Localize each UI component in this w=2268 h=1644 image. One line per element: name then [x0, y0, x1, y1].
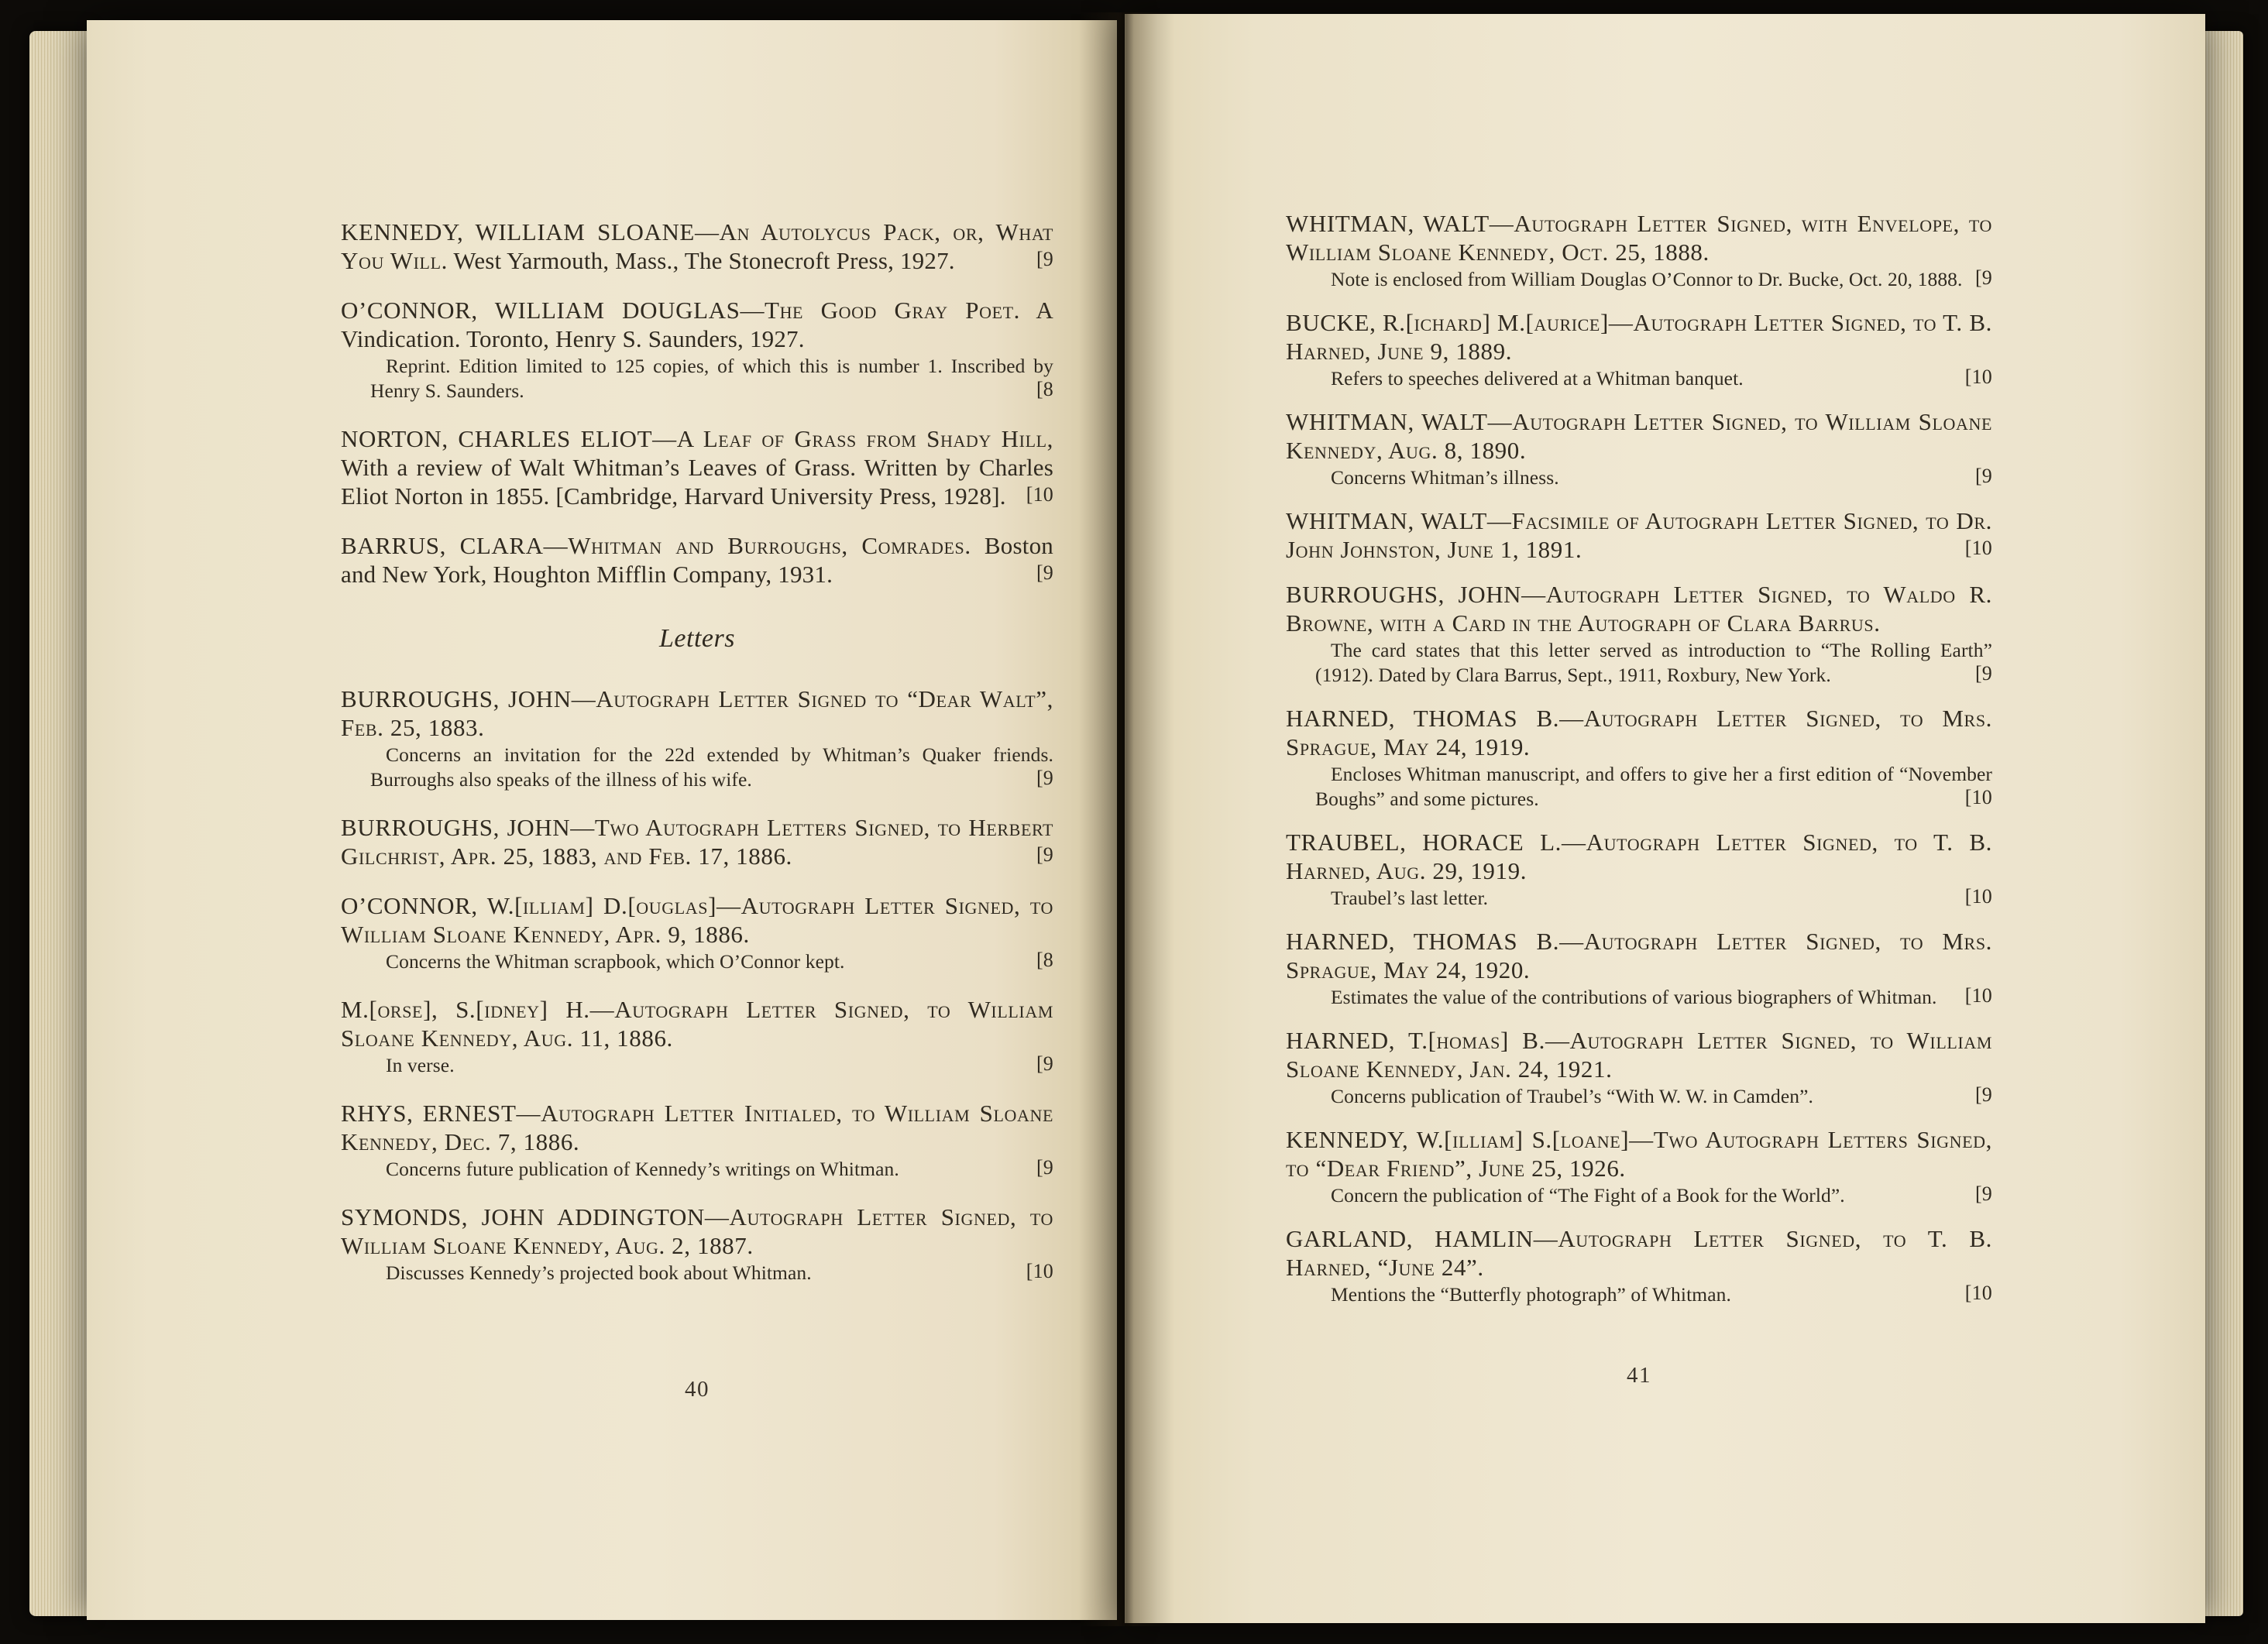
bibliography-entry	[1286, 506, 1992, 564]
entry-head-segment: KENNEDY, W.	[1286, 1126, 1445, 1153]
entry-head-segment: M.	[341, 996, 369, 1023]
entry-head	[341, 995, 1053, 1052]
page-edge-stack-right	[2203, 31, 2243, 1616]
entry-head-segment: A Vindication. Toronto, Henry S. Saunders, 1927.	[341, 297, 1053, 352]
entry-head-segment: [orse]	[369, 996, 431, 1023]
entry-note: The card states that this letter served as introduction to “The Rolling Earth” (1912). Dated by Clara Barrus, Sept., 1911, Roxbury, New York. [9	[1315, 639, 1992, 686]
entry-head	[1286, 927, 1992, 984]
entry-head-segment: —Autograph Letter Signed, to T. B. Harned, June 9, 1889.	[1286, 309, 1992, 365]
entry-head-segment: O’CONNOR, W.	[341, 892, 515, 919]
entry-ref: [9	[1036, 843, 1053, 866]
page-edge-stack-left	[29, 31, 88, 1616]
entry-ref: [9	[1974, 266, 1992, 289]
entry-ref: [10	[1964, 885, 1992, 908]
entry-head-segment: NORTON, CHARLES ELIOT	[341, 425, 653, 452]
entry-ref: [9	[1974, 1083, 1992, 1106]
entry-head-segment: SYMONDS, JOHN ADDINGTON	[341, 1203, 705, 1230]
entry-head-segment: —Autograph Letter Signed, to William Sloane Kennedy, Apr. 9, 1886.	[341, 892, 1054, 948]
entry-head-segment: B.	[1508, 1027, 1545, 1054]
entry-ref: [9	[1036, 248, 1053, 270]
entry-head	[341, 891, 1053, 949]
entry-head-segment: KENNEDY, WILLIAM SLOANE	[341, 218, 695, 245]
entry-head	[341, 531, 1053, 589]
entry-head-segment: Boston and New York, Houghton Mifflin Company, 1931.	[341, 532, 1053, 588]
bibliography-entry	[341, 296, 1053, 403]
entry-head-segment: —Autograph Letter Signed to “Dear Walt”, Feb. 25, 1883.	[341, 685, 1053, 741]
page-content	[341, 218, 1053, 1306]
bibliography-entry	[1286, 580, 1992, 688]
entry-head-segment: —Two Autograph Letters Signed, to “Dear Friend”, June 25, 1926.	[1286, 1126, 1993, 1182]
entry-head-segment: [idney]	[476, 996, 548, 1023]
entry-head-segment: WHITMAN, WALT	[1286, 408, 1488, 435]
entry-head	[1286, 1026, 1992, 1083]
entry-ref: [9	[1036, 1052, 1053, 1075]
entry-note: In verse. [9	[386, 1052, 1053, 1076]
entry-head-segment: D.	[593, 892, 628, 919]
entry-note: Concerns the Whitman scrapbook, which O’Connor kept. [8	[386, 949, 1053, 973]
entry-head	[1286, 704, 1992, 761]
bibliography-entry	[1286, 407, 1992, 490]
bibliography-entry	[1286, 308, 1992, 391]
entry-ref: [8	[1036, 949, 1053, 971]
entry-head-segment: [ichard]	[1405, 309, 1491, 336]
entry-head-segment: S.	[1523, 1126, 1552, 1153]
entry-head-segment: —Autograph Letter Signed, to T. B. Harned, Aug. 29, 1919.	[1286, 829, 1993, 884]
entry-head-segment: BURROUGHS, JOHN	[341, 685, 572, 712]
entry-head-segment: GARLAND, HAMLIN	[1286, 1225, 1534, 1252]
bibliography-entry	[1286, 1125, 1992, 1208]
entry-head-segment: —Two Autograph Letters Signed, to Herbert Gilchrist, Apr. 25, 1883, and Feb. 17, 1886.	[341, 814, 1053, 870]
entry-head-segment: HARNED, THOMAS B.	[1286, 928, 1560, 955]
entry-head	[1286, 1224, 1992, 1282]
entry-head-segment: —The Good Gray Poet.	[740, 297, 1021, 324]
entry-note: Concerns future publication of Kennedy’s writings on Whitman. [9	[386, 1156, 1053, 1180]
entry-head-segment: —Autograph Letter Signed, to T. B. Harned, “June 24”.	[1286, 1225, 1992, 1281]
entry-head	[1286, 828, 1992, 885]
entry-ref: [9	[1036, 767, 1053, 789]
entry-ref: [10	[1964, 786, 1992, 808]
bibliography-entry	[1286, 828, 1992, 911]
entry-head	[1286, 1125, 1992, 1182]
entry-ref: [9	[1036, 1156, 1053, 1179]
entry-head-segment: —Autograph Letter Signed, to William Sloane Kennedy, Jan. 24, 1921.	[1286, 1027, 1992, 1083]
entry-note: Note is enclosed from William Douglas O’Connor to Dr. Bucke, Oct. 20, 1888. [9	[1331, 266, 1992, 290]
entry-note: Discusses Kennedy’s projected book about Whitman. [10	[386, 1260, 1053, 1284]
entry-head-segment: —Autograph Letter Signed, to William Sloane Kennedy, Aug. 8, 1890.	[1286, 408, 1992, 464]
entry-head-segment: BUCKE, R.	[1286, 309, 1406, 336]
entry-head	[341, 424, 1053, 510]
bibliography-entry	[1286, 1224, 1992, 1307]
entry-note: Concerns an invitation for the 22d extended by Whitman’s Quaker friends. Burroughs also speaks of the illness of his wife. [9	[370, 743, 1053, 791]
entry-head-segment: —A Leaf of Grass from Shady Hill,	[652, 425, 1053, 452]
entry-head-segment: H.	[548, 996, 590, 1023]
bibliography-entry	[1286, 209, 1992, 292]
entry-head	[1286, 580, 1992, 637]
section-heading: Letters	[659, 624, 735, 653]
entry-ref: [9	[1974, 662, 1992, 685]
entry-note: Refers to speeches delivered at a Whitman banquet. [10	[1331, 366, 1992, 390]
bibliography-entry	[341, 813, 1053, 870]
entry-head	[341, 218, 1053, 275]
entry-head-segment: HARNED, THOMAS B.	[1286, 705, 1560, 732]
entry-head	[1286, 407, 1992, 465]
entry-head-segment: WHITMAN, WALT	[1286, 210, 1490, 237]
entry-head-segment: —Facsimile of Autograph Letter Signed, to Dr. John Johnston, June 1, 1891.	[1286, 507, 1992, 563]
entry-head-segment: [ouglas]	[627, 892, 717, 919]
entry-head	[1286, 209, 1992, 266]
entry-ref: [10	[1964, 366, 1992, 388]
entry-head-segment: O’CONNOR, WILLIAM DOUGLAS	[341, 297, 741, 324]
entry-head-segment: [loane]	[1552, 1126, 1630, 1153]
entry-head-segment: —Autograph Letter Signed, to Waldo R. Browne, with a Card in the Autograph of Clara Barrus.	[1286, 581, 1992, 637]
entry-note: Encloses Whitman manuscript, and offers to give her a first edition of “November Boughs” and some pictures. [10	[1315, 763, 1992, 810]
entry-ref: [9	[1974, 1182, 1992, 1205]
entry-head-segment: —Autograph Letter Signed, to William Sloane Kennedy, Aug. 2, 1887.	[341, 1203, 1053, 1259]
bibliography-entry	[341, 424, 1053, 510]
entry-note: Reprint. Edition limited to 125 copies, of which this is number 1. Inscribed by Henry S. Saunders. [8	[370, 355, 1053, 402]
entry-head	[341, 1203, 1053, 1260]
entry-head-segment: West Yarmouth, Mass., The Stonecroft Press, 1927.	[447, 247, 955, 274]
entry-head-segment: —Autograph Letter Signed, with Envelope, to William Sloane Kennedy, Oct. 25, 1888.	[1286, 210, 1992, 266]
entry-head-segment: —Autograph Letter Signed, to Mrs. Sprague, May 24, 1919.	[1286, 705, 1992, 760]
entry-head-segment: BURROUGHS, JOHN	[341, 814, 571, 841]
entry-head-segment: WHITMAN, WALT	[1286, 507, 1487, 534]
entry-head-segment: TRAUBEL, HORACE L.	[1286, 829, 1562, 856]
entry-head	[341, 1099, 1053, 1156]
entry-head-segment: RHYS, ERNEST	[341, 1100, 517, 1127]
entry-head	[341, 296, 1053, 353]
entry-head-segment: [illiam]	[514, 892, 594, 919]
entry-head-segment: [aurice]	[1525, 309, 1609, 336]
bibliography-entry	[341, 685, 1053, 792]
entry-head-segment: —Autograph Letter Signed, to William Sloane Kennedy, Aug. 11, 1886.	[341, 996, 1054, 1052]
entry-head-segment: —Autograph Letter Initialed, to William Sloane Kennedy, Dec. 7, 1886.	[341, 1100, 1053, 1155]
page-content	[1286, 209, 1992, 1323]
entry-ref: [10	[1964, 537, 1992, 559]
bibliography-entry	[1286, 927, 1992, 1010]
entry-ref: [8	[1036, 378, 1053, 400]
entry-head-segment: HARNED, T.	[1286, 1027, 1428, 1054]
entry-ref: [10	[1964, 984, 1992, 1007]
entry-head-segment: —Whitman and Burroughs, Comrades.	[543, 532, 971, 559]
page-number-right: 41	[1627, 1363, 1651, 1388]
right-page	[1125, 14, 2205, 1623]
entry-ref: [9	[1974, 465, 1992, 487]
entry-note: Concern the publication of “The Fight of a Book for the World”. [9	[1331, 1182, 1992, 1206]
bibliography-entry	[341, 1099, 1053, 1182]
entry-ref: [10	[1964, 1282, 1992, 1304]
page-number-left: 40	[685, 1377, 710, 1402]
entry-head-segment: [homas]	[1428, 1027, 1509, 1054]
entry-ref: [9	[1036, 561, 1053, 584]
entry-head-segment: , S.	[431, 996, 476, 1023]
entry-head-segment: [illiam]	[1444, 1126, 1524, 1153]
bibliography-entry	[1286, 1026, 1992, 1109]
entry-head	[341, 685, 1053, 742]
bibliography-entry	[341, 531, 1053, 589]
entry-ref: [10	[1026, 1260, 1053, 1282]
bibliography-entry	[341, 218, 1053, 275]
entry-ref: [10	[1026, 483, 1053, 506]
entry-note: Mentions the “Butterfly photograph” of Whitman. [10	[1331, 1282, 1992, 1306]
entry-head	[1286, 308, 1992, 366]
bibliography-entry	[341, 995, 1053, 1078]
left-page	[87, 20, 1117, 1620]
entry-head-segment: —An Autolycus Pack, or, What You Will.	[341, 218, 1053, 274]
entry-note: Concerns publication of Traubel’s “With W. W. in Camden”. [9	[1331, 1083, 1992, 1107]
entry-head	[1286, 506, 1992, 564]
entry-head-segment: BURROUGHS, JOHN	[1286, 581, 1522, 608]
entry-note: Concerns Whitman’s illness. [9	[1331, 465, 1992, 489]
entry-head-segment: —Autograph Letter Signed, to Mrs. Sprague, May 24, 1920.	[1286, 928, 1992, 983]
entry-head-segment: M.	[1490, 309, 1526, 336]
entry-head	[341, 813, 1053, 870]
bibliography-entry	[341, 891, 1053, 974]
bibliography-entry	[1286, 704, 1992, 812]
bibliography-entry	[341, 1203, 1053, 1285]
entry-head-segment: With a review of Walt Whitman’s Leaves of Grass. Written by Charles Eliot Norton in 1855. [Cambridge, Harvard University Press, 1928].	[341, 454, 1053, 510]
entry-head-segment: BARRUS, CLARA	[341, 532, 544, 559]
entry-note: Estimates the value of the contributions of various biographers of Whitman. [10	[1331, 984, 1992, 1008]
entry-note: Traubel’s last letter. [10	[1331, 885, 1992, 909]
